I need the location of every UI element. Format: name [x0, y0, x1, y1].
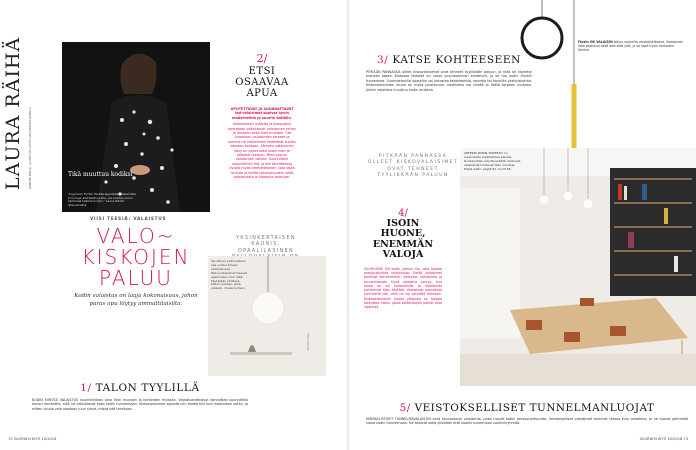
vertical-title: LAURA RÄIHÄ: [2, 36, 24, 190]
section-1-body: KODIN KIINTEÄ VALAISTUS suunnitellaan aina tilan muodon ja kohteiden mukaan. Valaistusratkaisut kannattaa suunnitella ennen remonttia, sillä ne vaikuttavat koko kodin tunnelmaan. Kiskovalaisimet sopivat niin moderniin kuin klassiseen kotiin, ja niiden avulla valo saadaan juuri sinne, missä sitä tarvitaan.: [32, 398, 248, 411]
section-4: [364, 208, 442, 310]
section-5-heading: [366, 402, 688, 414]
right-folio: GLORIA'N KOTI 10/2018 73: [639, 437, 688, 441]
section-1-heading: [32, 382, 248, 394]
vertical-subtitle: VIIMEISEN PÄÄLLÄ – JA OMA TYYLI LÖYTYY, KUN USKALTAA KOKEILLA: [28, 107, 32, 190]
kicker: VIISI TEESIÄ: VALAISTUS: [90, 216, 167, 221]
main-title-line-2: KISKOJEN: [81, 245, 191, 269]
section-1: [32, 382, 248, 411]
pull-quote: PITKÄÄN PANNASSA OLLEET KISKOVALAISIMET OVAT TEHNEET TYYLIKKÄÄN PALUUN: [367, 154, 459, 179]
interior-photo-caption: ARTEKIN KODIN TOIMISTO on suunniteltu arkkitehtien kanssa. Ruokailutilan pöydän päällä roikkuvat valaisimet toistavat tilan muotoja. Pöytä Aalto, pöytä 81, tuolit 65.: [464, 151, 521, 171]
section-5-number: 5/: [399, 402, 411, 414]
section-4-number: 4/: [398, 208, 408, 219]
section-1-title: TALON TYYLILLÄ: [95, 382, 200, 394]
section-4-title-line-2: ENEMMÄN: [372, 238, 434, 250]
section-5-title: VEISTOKSELLISET TUNNELMANLUOJAT: [414, 402, 655, 414]
lamp-photo: [208, 256, 326, 376]
photo-caption-title: Tikä muuttuu kodiksi: [68, 171, 133, 178]
section-2-title: ETSI OSAAVAA APUA: [235, 66, 289, 99]
section-5-body: MINIMALISTISET TUNNELMAVALAISTIN ovat kiinnostavia valaisimia, jotka tuovat kotiin persoonallisuutta. Veistokselliset valaisimet toimivat tilassa kuin taideteos, ja ne tuovat pehmeää valoa kodin tunnelmaan. Ne sopivat sekä yksinään että osaksi suurempaa valaisinryhmää.: [366, 417, 688, 426]
section-4-title: [364, 219, 442, 261]
section-3-body: PITKÄÄN PANNASSA olleet kiskovalaisimet ovat tehneet tyylikkään paluun, ja niitä on käytetty monella tapaa. Kiskossa tärkeää on valon suuntaaminen kohteisiin, ja se tuo kodin tiloihin tunnelmaa. Suunnattavilla spoteilla voi korostaa taideteoksia, kasveja tai kauniita yksityiskohtia. Kiskovalaisimien etuna on myös joustavuus: valaisimia voi siirtää ja lisätä tarpeen mukaan, jolloin valaistus muuttuu kodin mukana.: [366, 70, 532, 92]
lamp-caption: Tavallinen pallovalaisin saa uuden ilmeen valokiskossa. Pallonvalaisimet tulevat ajattomiksi, kun niitä käytetään yhdessä kiskon kanssa. Glob-valaisin, Classica Deco.: [211, 259, 247, 291]
interior-photo: [460, 148, 696, 386]
section-2-number: 2/: [256, 52, 268, 65]
section-1-number: 1/: [80, 382, 92, 394]
right-page: [350, 0, 696, 450]
left-folio: 72 GLORIA'N KOTI 10/2018: [8, 437, 57, 441]
section-2-body: Valaistuksen määrän ja kiskoyjenn toistetaan valkuttavat valaisimen tehon ja muodon sekä tilan muodon. Ota huomioon valaisimien tarpeet ja asenna ne valaisimien laskelmat kuvien oikeaan kohtaan. Lämmin valaisimen sävy on paras sekä kodin tilan ja oikeasti teeman. Mieti sopiva valaisimen valinta. Suunnittele luonnollinen tila, ja ota tarvittaessa avuksi myös ammattilainen, joka osaa neuvoa ja tehdä kokonaisuuden sekä valaisimista ja kiskoista toimivan.: [228, 122, 296, 180]
photo-credit: VALOKUVAAJA: [306, 333, 310, 352]
main-title-line-3: PALUU: [99, 266, 173, 290]
section-3-title: KATSE KOHTEESEEN: [392, 54, 521, 66]
section-2-lead: UPOTETTAVAT JA SUUNNATTAVAT led-valaisimet sopivat hyvin moderneihin ja suuriin kotihiin.: [230, 107, 294, 120]
ring-lamp-illustration: [500, 0, 578, 148]
ring-lamp-caption-body: kelluu vaijerilla veistoksellisena. Valaisimen valo ohjautuu sekä alas että ylös, ja se sopii hyvin korkeisiin tiloihin.: [578, 40, 684, 53]
section-4-body: OLOHUONE ON kodin yleisin tila, joka kaipaa monipuolisinta valaistusta. Sieltä valaisimet toimivat kerroksittain: yleisvalo, kohdevalo ja tunnelmavalo. Hyvä valaistus syntyy, kun valoa on eri korkeuksilla ja valaisimet palvelevat tilan käyttöä. Valaisimet kannattaa ryhmitellä niin, että ne voi sytyttää erikseen. Kiskovalaisimien avulla yleisvalo on helppo toteuttaa tilaan, jossa kattovalojen paikat ovat rajalliset.: [364, 266, 442, 310]
section-4-title-line-1: ISOIN HUONE,: [380, 218, 426, 240]
ring-lamp-photo: [500, 0, 578, 148]
section-4-title-line-3: VALOJA: [382, 249, 424, 261]
ring-lamp-caption-lead: Flosin OK VALAISIN: [578, 40, 613, 44]
side-quote: YKSINKERTAISEN KAUNIS, OPAALILASINEN: [236, 236, 296, 254]
photo-caption-body: "Ingmarin Furitin Pedderajaudella valaisimilla kruunuja arkkitehtuuriilla, jos luottaa omiin silmiinsä kaikkia kodiin." Laura Räihä @lauraraiha: [68, 191, 136, 208]
portrait-illustration: [62, 42, 210, 212]
main-title-line-1: VALO~: [96, 224, 176, 248]
main-title: [72, 226, 200, 289]
interior-illustration: [460, 148, 696, 386]
portrait-photo: [62, 42, 210, 212]
deck: Kodin valaistus on laaja kokonaisuus, johon paras apu löytyy ammattilaisilta.: [74, 293, 198, 307]
section-5: [366, 402, 688, 426]
section-2: [228, 52, 296, 180]
ring-lamp-caption: [578, 40, 686, 52]
section-3-number: 3/: [377, 54, 389, 66]
